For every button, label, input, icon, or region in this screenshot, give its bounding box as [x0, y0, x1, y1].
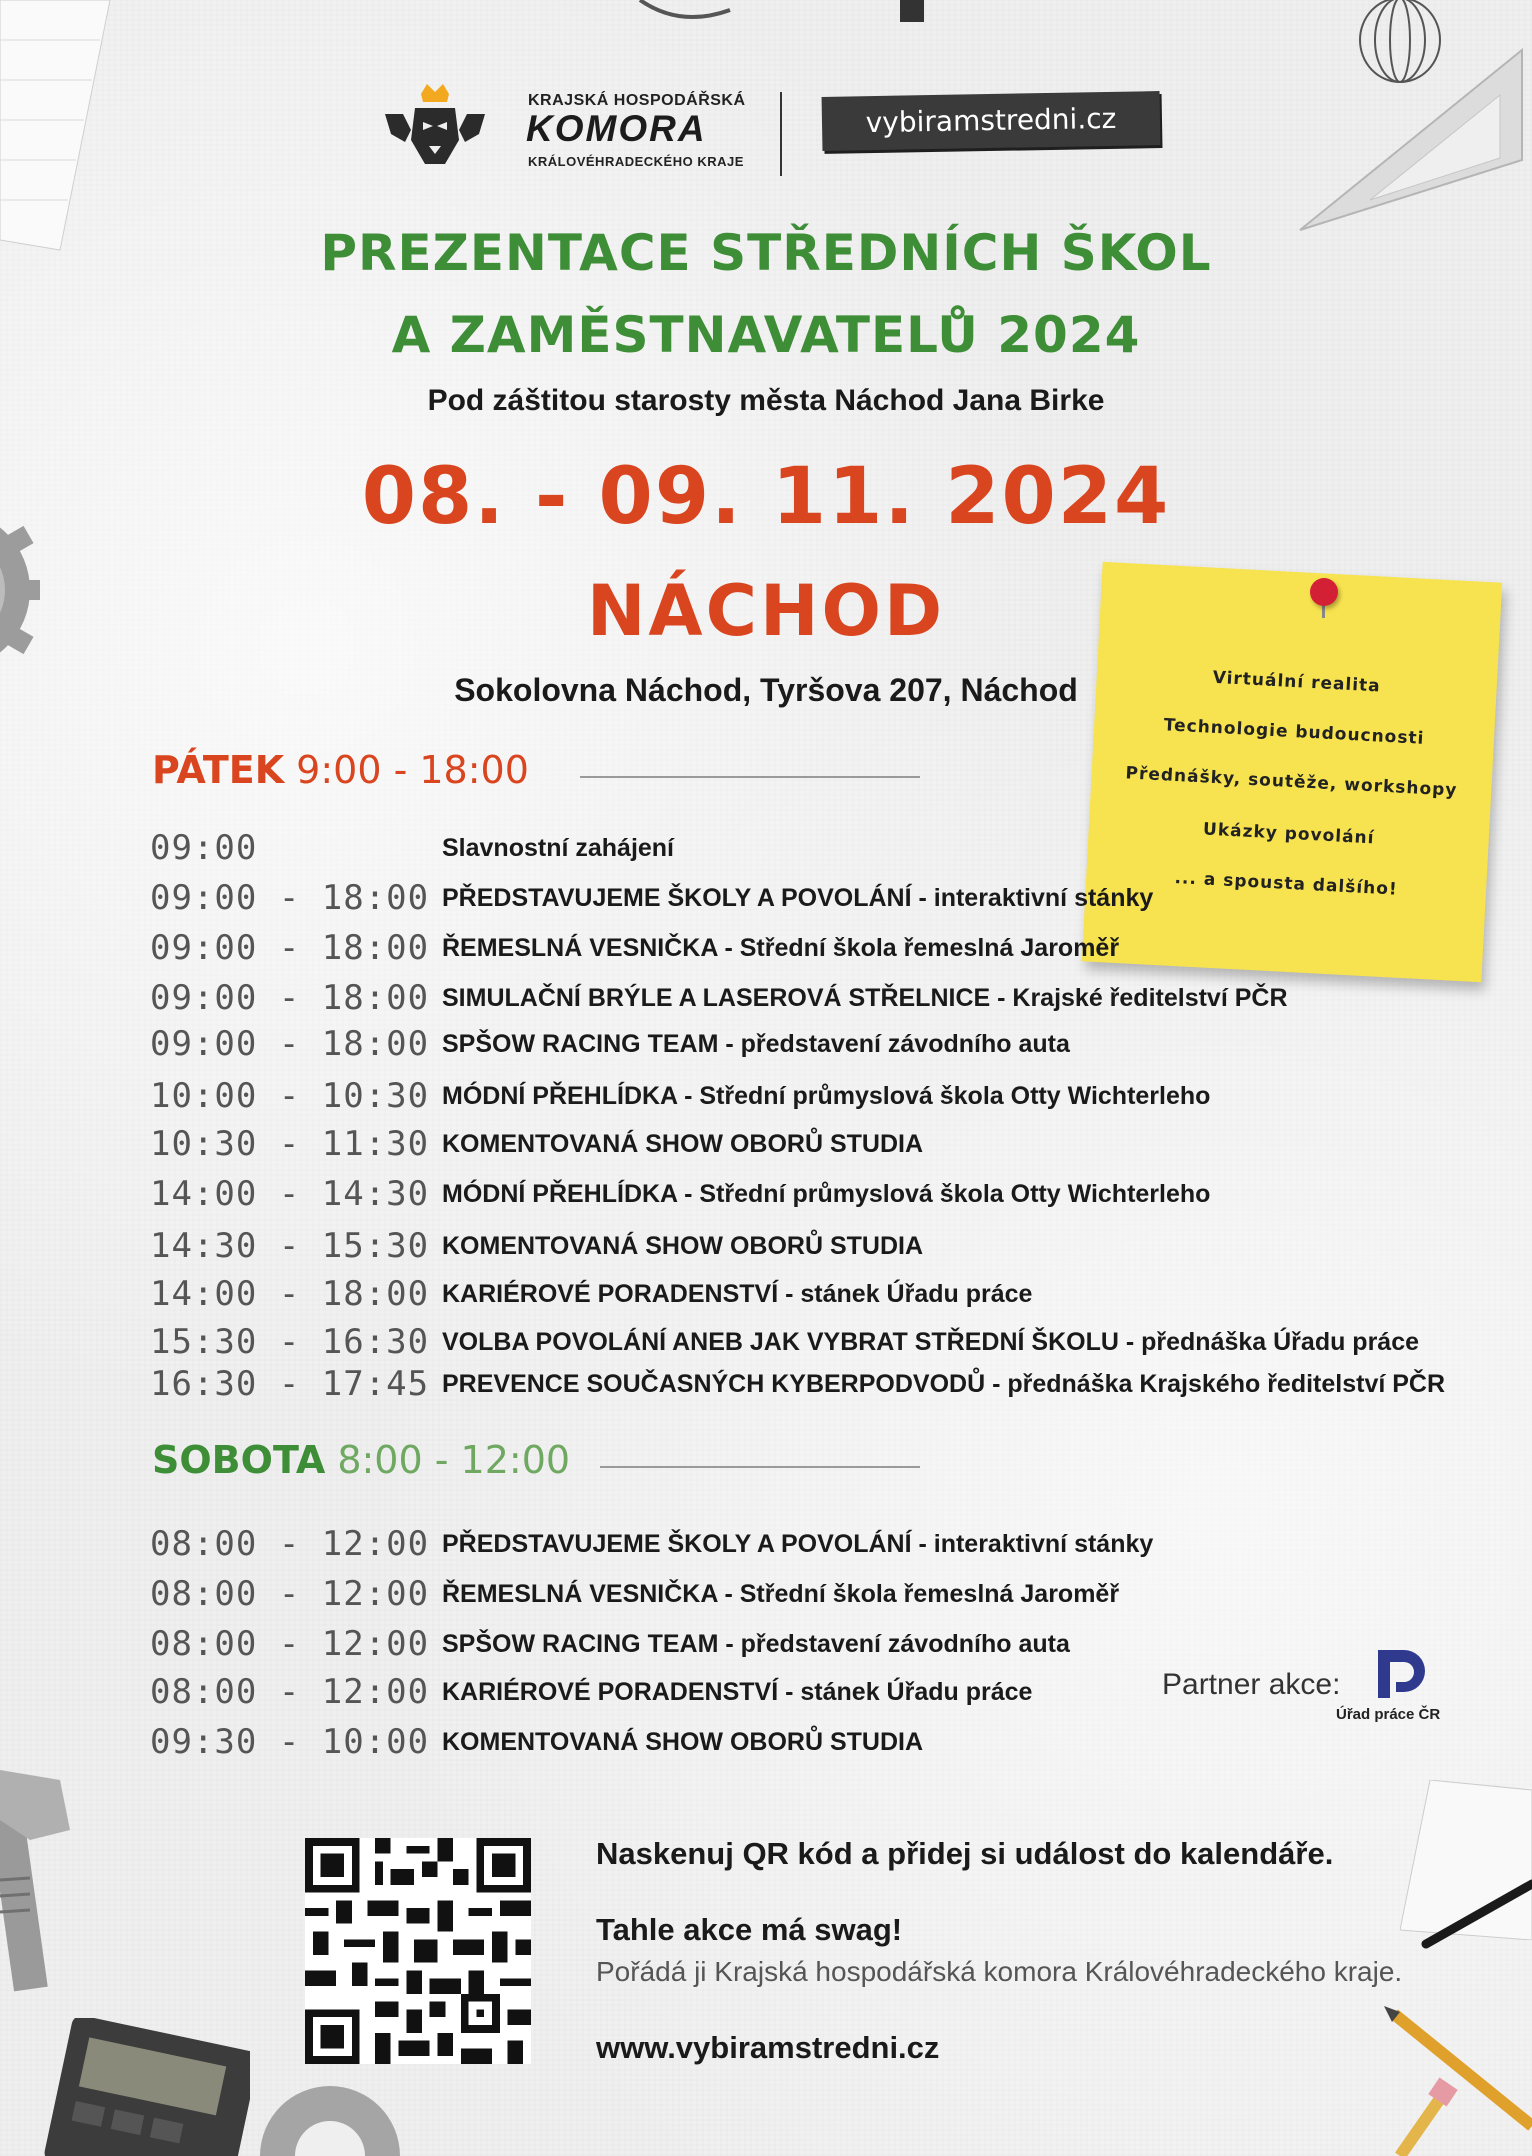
schedule-row [150, 1274, 1400, 1314]
labour-office-logo [1360, 1646, 1430, 1702]
saturday-header [152, 1438, 570, 1482]
schedule-time: 09:00 - 18:00 [150, 878, 430, 918]
schedule-time: 14:00 - 18:00 [150, 1274, 430, 1314]
wrench-icon [0, 1770, 110, 2030]
schedule-activity: KOMENTOVANÁ SHOW OBORŮ STUDIA [442, 1728, 924, 1756]
saturday-day-name: SOBOTA [152, 1438, 326, 1482]
event-city: NÁCHOD [586, 570, 946, 652]
schedule-row [150, 1174, 1400, 1214]
schedule-title [442, 1624, 1070, 1664]
schedule-time: 09:00 - 18:00 [150, 978, 430, 1018]
schedule-title [442, 1024, 1070, 1064]
schedule-row [150, 828, 1400, 868]
partner-label: Partner akce: [1162, 1668, 1341, 1701]
schedule-detail: - přednáška Úřadu práce [1118, 1328, 1420, 1356]
sticky-note-line: Přednášky, soutěže, workshopy [1125, 763, 1458, 801]
schedule-detail: - představení závodního auta [718, 1030, 1070, 1058]
schedule-title [442, 1672, 1032, 1712]
headphones-icon [620, 0, 940, 30]
schedule-activity: KARIÉROVÉ PORADENSTVÍ [442, 1280, 779, 1308]
schedule-detail: - Střední škola řemeslná Jaroměř [717, 934, 1120, 962]
schedule-time: 09:30 - 10:00 [150, 1722, 430, 1762]
schedule-activity: SIMULAČNÍ BRÝLE A LASEROVÁ STŘELNICE [442, 984, 991, 1012]
qr-code[interactable] [305, 1838, 531, 2064]
sticky-note-line: Ukázky povolání [1202, 819, 1375, 849]
schedule-row [150, 1322, 1420, 1362]
schedule-title [442, 878, 1153, 918]
schedule-row [150, 1364, 1446, 1404]
friday-header [152, 748, 529, 792]
schedule-time: 16:30 - 17:45 [150, 1364, 430, 1404]
qr-call-to-action: Naskenuj QR kód a přidej si událost do kalendáře. [596, 1836, 1334, 1871]
schedule-row [150, 928, 1400, 968]
schedule-detail: - Střední průmyslová škola Otty Wichterleho [677, 1082, 1211, 1110]
schedule-row [150, 1722, 1400, 1762]
schedule-detail: - přednáška Krajského ředitelství PČR [985, 1370, 1446, 1398]
org-name-line1: KRAJSKÁ HOSPODÁŘSKÁ [528, 92, 746, 109]
schedule-time: 08:00 - 12:00 [150, 1524, 430, 1564]
event-date: 08. - 09. 11. 2024 [361, 452, 1171, 542]
schedule-row [150, 1574, 1400, 1614]
schedule-activity: SPŠOW RACING TEAM [442, 1630, 719, 1658]
schedule-detail: - stánek Úřadu práce [778, 1280, 1033, 1308]
sticky-note [1082, 562, 1502, 982]
gear-icon [250, 2066, 410, 2156]
schedule-activity: KOMENTOVANÁ SHOW OBORŮ STUDIA [442, 1130, 924, 1158]
schedule-time: 09:00 - 18:00 [150, 928, 430, 968]
schedule-row [150, 1624, 1400, 1664]
schedule-row [150, 1524, 1400, 1564]
schedule-title [442, 1524, 1153, 1564]
schedule-time: 08:00 - 12:00 [150, 1574, 430, 1614]
schedule-time: 10:00 - 10:30 [150, 1076, 430, 1116]
saturday-hours: 8:00 - 12:00 [337, 1438, 571, 1482]
schedule-title [442, 1274, 1032, 1314]
pencil-icon [1370, 2060, 1532, 2156]
schedule-activity: MÓDNÍ PŘEHLÍDKA [442, 1082, 678, 1110]
schedule-time: 08:00 - 12:00 [150, 1672, 430, 1712]
schedule-detail: - představení závodního auta [718, 1630, 1070, 1658]
schedule-title [442, 978, 1288, 1018]
schedule-title [442, 1322, 1419, 1362]
event-patron: Pod záštitou starosty města Náchod Jana Birke [427, 384, 1105, 417]
header-divider [780, 92, 782, 176]
saturday-rule [600, 1466, 920, 1468]
schedule-detail: - Krajské ředitelství PČR [990, 984, 1288, 1012]
website-badge[interactable]: vybiramstredni.cz [822, 91, 1161, 151]
schedule-time: 14:30 - 15:30 [150, 1226, 430, 1266]
sticky-note-line: Virtuální realita [1212, 667, 1382, 697]
event-title-line2: A ZAMĚSTNAVATELŮ 2024 [391, 306, 1141, 364]
partner-name: Úřad práce ČR [1336, 1706, 1441, 1723]
friday-day-name: PÁTEK [152, 748, 285, 792]
chamber-lion-logo [385, 80, 485, 180]
schedule-activity: PREVENCE SOUČASNÝCH KYBERPODVODŮ [442, 1370, 986, 1398]
schedule-time: 10:30 - 11:30 [150, 1124, 430, 1164]
org-name-line3: KRÁLOVÉHRADECKÉHO KRAJE [528, 154, 744, 169]
schedule-activity: VOLBA POVOLÁNÍ ANEB JAK VYBRAT STŘEDNÍ ŠKOLU [442, 1328, 1119, 1356]
schedule-activity: ŘEMESLNÁ VESNIČKA [442, 934, 718, 962]
schedule-detail: - Střední průmyslová škola Otty Wichterleho [677, 1180, 1211, 1208]
friday-hours: 9:00 - 18:00 [296, 748, 529, 792]
organizer-line: Pořádá ji Krajská hospodářská komora Královéhradeckého kraje. [596, 1956, 1403, 1987]
schedule-activity: PŘEDSTAVUJEME ŠKOLY A POVOLÁNÍ [442, 1530, 912, 1558]
sticky-note-line: Technologie budoucnosti [1163, 715, 1425, 749]
schedule-detail: - stánek Úřadu práce [778, 1678, 1033, 1706]
schedule-row [150, 978, 1400, 1018]
schedule-activity: KARIÉROVÉ PORADENSTVÍ [442, 1678, 779, 1706]
schedule-title [442, 1364, 1445, 1404]
schedule-activity: Slavnostní zahájení [442, 834, 675, 862]
schedule-time: 15:30 - 16:30 [150, 1322, 430, 1362]
schedule-detail: - Střední škola řemeslná Jaroměř [717, 1580, 1120, 1608]
push-pin-icon [1310, 578, 1338, 606]
event-venue: Sokolovna Náchod, Tyršova 207, Náchod [454, 672, 1078, 708]
schedule-title [442, 928, 1119, 968]
schedule-row [150, 1076, 1400, 1116]
set-square-icon [1290, 40, 1532, 240]
schedule-activity: KOMENTOVANÁ SHOW OBORŮ STUDIA [442, 1232, 924, 1260]
event-title-line1: PREZENTACE STŘEDNÍCH ŠKOL [320, 224, 1212, 282]
swag-line: Tahle akce má swag! [596, 1912, 903, 1947]
schedule-title [442, 1076, 1210, 1116]
schedule-time: 14:00 - 14:30 [150, 1174, 430, 1214]
schedule-title [442, 828, 674, 868]
schedule-title [442, 1226, 923, 1266]
calculator-icon [20, 2018, 250, 2156]
schedule-time: 09:00 - 18:00 [150, 1024, 430, 1064]
schedule-row [150, 878, 1400, 918]
sticky-note-line: ... a spousta dalšího! [1174, 868, 1399, 900]
schedule-activity: SPŠOW RACING TEAM [442, 1030, 719, 1058]
schedule-row [150, 1226, 1400, 1266]
website-link[interactable]: www.vybiramstredni.cz [596, 2030, 940, 2065]
schedule-detail: - interaktivní stánky [911, 1530, 1154, 1558]
org-name-line2: KOMORA [526, 108, 707, 149]
pen-icon [1420, 1870, 1532, 1950]
schedule-activity: MÓDNÍ PŘEHLÍDKA [442, 1180, 678, 1208]
schedule-title [442, 1574, 1119, 1614]
schedule-title [442, 1722, 923, 1762]
schedule-row [150, 1024, 1400, 1064]
schedule-activity: ŘEMESLNÁ VESNIČKA [442, 1580, 718, 1608]
schedule-title [442, 1174, 1210, 1214]
schedule-time: 09:00 [150, 828, 258, 868]
friday-rule [580, 776, 920, 778]
notepad-icon [0, 0, 150, 260]
schedule-activity: PŘEDSTAVUJEME ŠKOLY A POVOLÁNÍ [442, 884, 912, 912]
schedule-title [442, 1124, 923, 1164]
schedule-detail: - interaktivní stánky [911, 884, 1154, 912]
schedule-row [150, 1124, 1400, 1164]
schedule-time: 08:00 - 12:00 [150, 1624, 430, 1664]
